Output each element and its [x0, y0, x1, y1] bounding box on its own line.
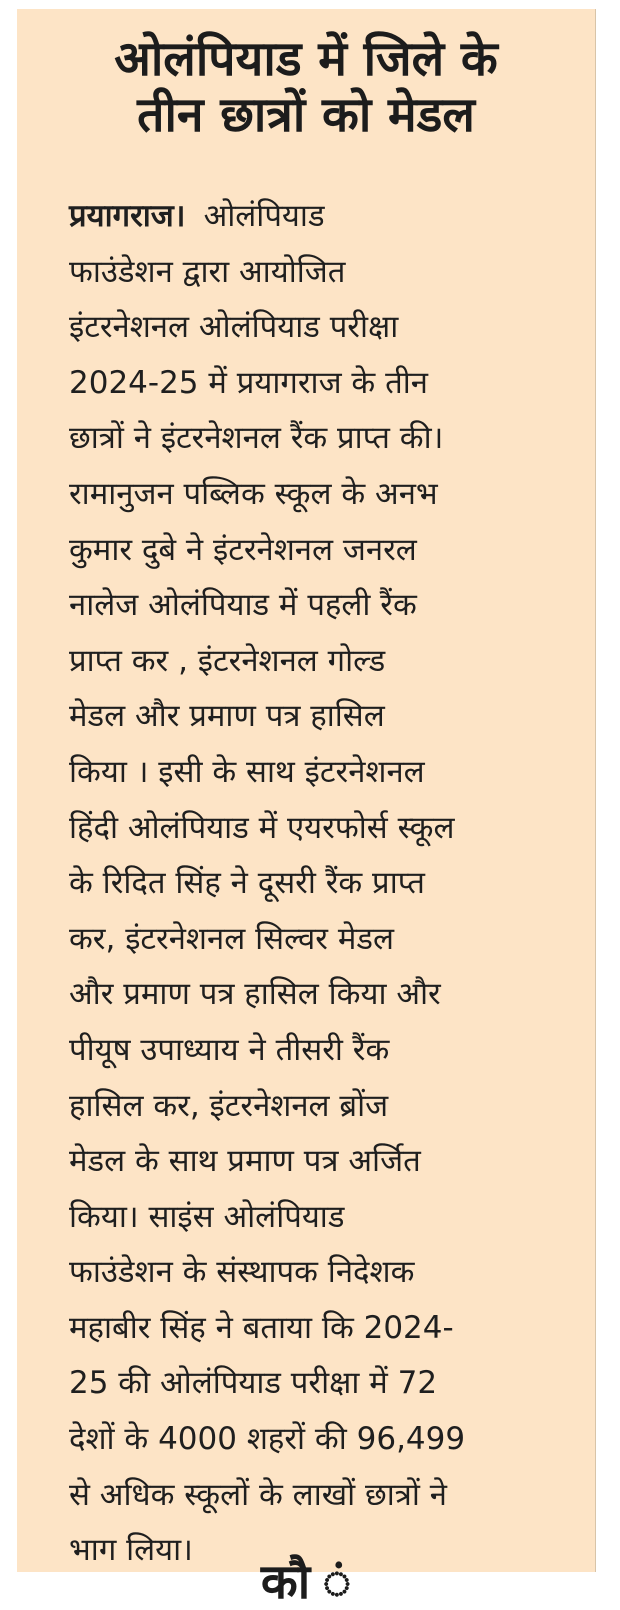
body-line: प्राप्त कर , इंटरनेशनल गोल्ड	[69, 642, 386, 679]
body-line: भाग लिया।	[69, 1532, 193, 1569]
body-line: महाबीर सिंह ने बताया कि 2024-	[69, 1309, 454, 1346]
dateline: प्रयागराज।	[69, 198, 186, 234]
body-line: और प्रमाण पत्र हासिल किया और	[69, 976, 441, 1013]
body-line: इंटरनेशनल ओलंपियाड परीक्षा	[69, 309, 399, 346]
news-clipping	[17, 9, 596, 1610]
body-line: छात्रों ने इंटरनेशनल रैंक प्राप्त की।	[69, 420, 444, 457]
body-line: किया । इसी के साथ इंटरनेशनल	[69, 753, 425, 790]
body-line: कर, इंटरनेशनल सिल्वर मेडल	[69, 920, 394, 957]
body-line: कुमार दुबे ने इंटरनेशनल जनरल	[69, 531, 417, 568]
body-line: फाउंडेशन द्वारा आयोजित	[69, 253, 346, 290]
body-line	[69, 189, 589, 245]
body-line: नालेज ओलंपियाड में पहली रैंक	[69, 587, 417, 624]
body-line: किया। साइंस ओलंपियाड	[69, 1198, 345, 1235]
body-line: 25 की ओलंपियाड परीक्षा में 72	[69, 1365, 438, 1402]
headline	[17, 9, 595, 143]
body-line: रामानुजन पब्लिक स्कूल के अनभ	[69, 475, 438, 512]
headline-line-2: तीन छात्रों को मेडल	[137, 87, 475, 143]
body-line: से अधिक स्कूलों के लाखों छात्रों ने	[69, 1476, 447, 1513]
body-line: मेडल और प्रमाण पत्र हासिल	[69, 698, 385, 735]
body-line: फाउंडेशन के संस्थापक निदेशक	[69, 1254, 415, 1291]
body-line: देशों के 4000 शहरों की 96,499	[69, 1421, 466, 1458]
body-line: 2024-25 में प्रयागराज के तीन	[69, 364, 429, 401]
body-line: के रिदित सिंह ने दूसरी रैंक प्राप्त	[69, 865, 425, 902]
body-line: हिंदी ओलंपियाड में एयरफोर्स स्कूल	[69, 809, 455, 846]
next-article-headline-fragment: कौ ं	[260, 1554, 352, 1610]
article-body	[69, 189, 589, 1579]
body-line-text: ओलंपियाड	[203, 198, 325, 234]
headline-line-1: ओलंपियाड में जिले के	[114, 31, 498, 87]
body-line: हासिल कर, इंटरनेशनल ब्रोंज	[69, 1087, 389, 1124]
body-line: मेडल के साथ प्रमाण पत्र अर्जित	[69, 1143, 421, 1180]
body-line: पीयूष उपाध्याय ने तीसरी रैंक	[69, 1031, 390, 1068]
